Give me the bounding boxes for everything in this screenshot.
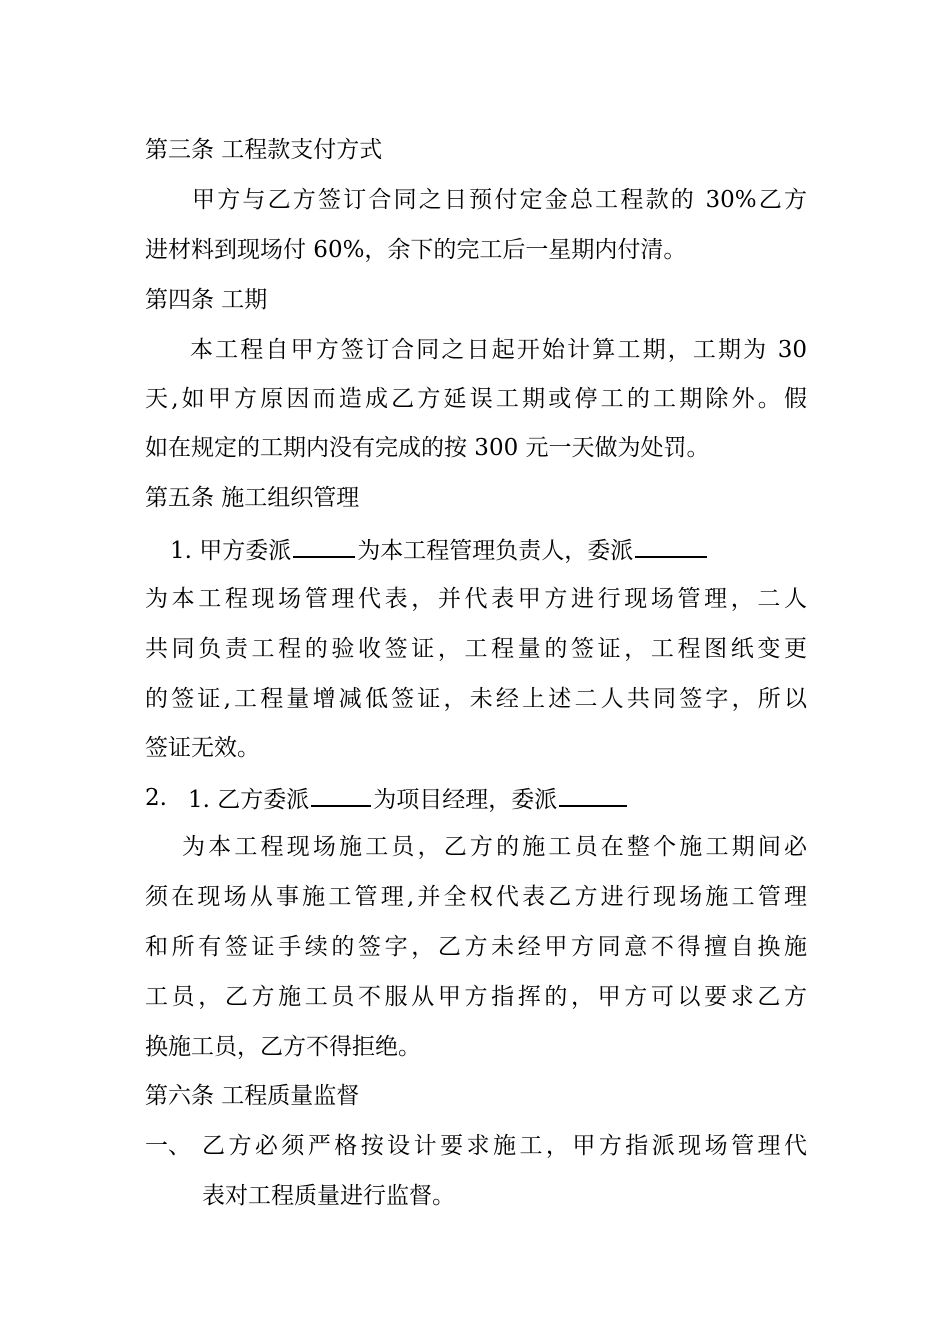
article-5-item-2-line-2: 为本工程现场施工员，乙方的施工员在整个施工期间必 bbox=[182, 834, 807, 860]
article-5-item-1-first-line bbox=[170, 534, 709, 566]
article-6-item-1-number: 一、 bbox=[145, 1133, 191, 1159]
article-5-item-1-line-4: 的签证,工程量增减低签证，未经上述二人共同签字，所以 bbox=[145, 686, 807, 712]
article-4-line-2: 天,如甲方原因而造成乙方延误工期或停工的工期除外。假 bbox=[145, 386, 807, 412]
article-6-item-1-line-1: 乙方必须严格按设计要求施工，甲方指派现场管理代 bbox=[202, 1133, 807, 1159]
article-4-line-3: 如在规定的工期内没有完成的按 300 元一天做为处罚。 bbox=[145, 435, 710, 461]
article-5-item-2-line-5: 工员，乙方施工员不服从甲方指挥的，甲方可以要求乙方 bbox=[145, 984, 807, 1010]
article-5-item-2-line-6: 换施工员，乙方不得拒绝。 bbox=[145, 1034, 421, 1060]
article-5-item-1-line-5: 签证无效。 bbox=[145, 735, 260, 761]
article-5-item-1-line-3: 共同负责工程的验收签证，工程量的签证，工程图纸变更 bbox=[145, 636, 807, 662]
article-5-item-2-line-4: 和所有签证手续的签字，乙方未经甲方同意不得擅自换施 bbox=[145, 934, 807, 960]
article-5-item-2-first-line bbox=[188, 783, 629, 815]
article-4-heading: 第四条 工期 bbox=[145, 287, 268, 313]
party-a-manager-blank bbox=[293, 534, 355, 558]
article-5-heading: 第五条 施工组织管理 bbox=[145, 485, 360, 511]
party-a-site-rep-blank bbox=[635, 534, 707, 558]
article-5-item-2-part-a: 1. 乙方委派 bbox=[188, 787, 310, 813]
article-3-line-2: 进材料到现场付 60%，余下的完工后一星期内付清。 bbox=[145, 237, 687, 263]
article-6-heading: 第六条 工程质量监督 bbox=[145, 1083, 360, 1109]
article-5-item-2-part-b: 为项目经理，委派 bbox=[373, 787, 558, 813]
article-5-item-2-number: 2. bbox=[145, 785, 167, 811]
project-manager-blank bbox=[311, 783, 371, 807]
site-constructor-blank bbox=[559, 783, 627, 807]
article-3-heading: 第三条 工程款支付方式 bbox=[145, 137, 383, 163]
article-5-item-1-part-b: 为本工程管理负责人，委派 bbox=[357, 538, 634, 564]
article-5-item-1-part-a: 1. 甲方委派 bbox=[170, 538, 292, 564]
article-6-item-1-line-2: 表对工程质量进行监督。 bbox=[202, 1183, 455, 1209]
article-5-item-1-line-2: 为本工程现场管理代表，并代表甲方进行现场管理，二人 bbox=[145, 586, 807, 612]
article-5-item-2-line-3: 须在现场从事施工管理,并全权代表乙方进行现场施工管理 bbox=[145, 884, 807, 910]
article-4-line-1: 本工程自甲方签订合同之日起开始计算工期，工期为 30 bbox=[190, 337, 807, 363]
article-3-line-1: 甲方与乙方签订合同之日预付定金总工程款的 30%乙方 bbox=[192, 187, 807, 213]
